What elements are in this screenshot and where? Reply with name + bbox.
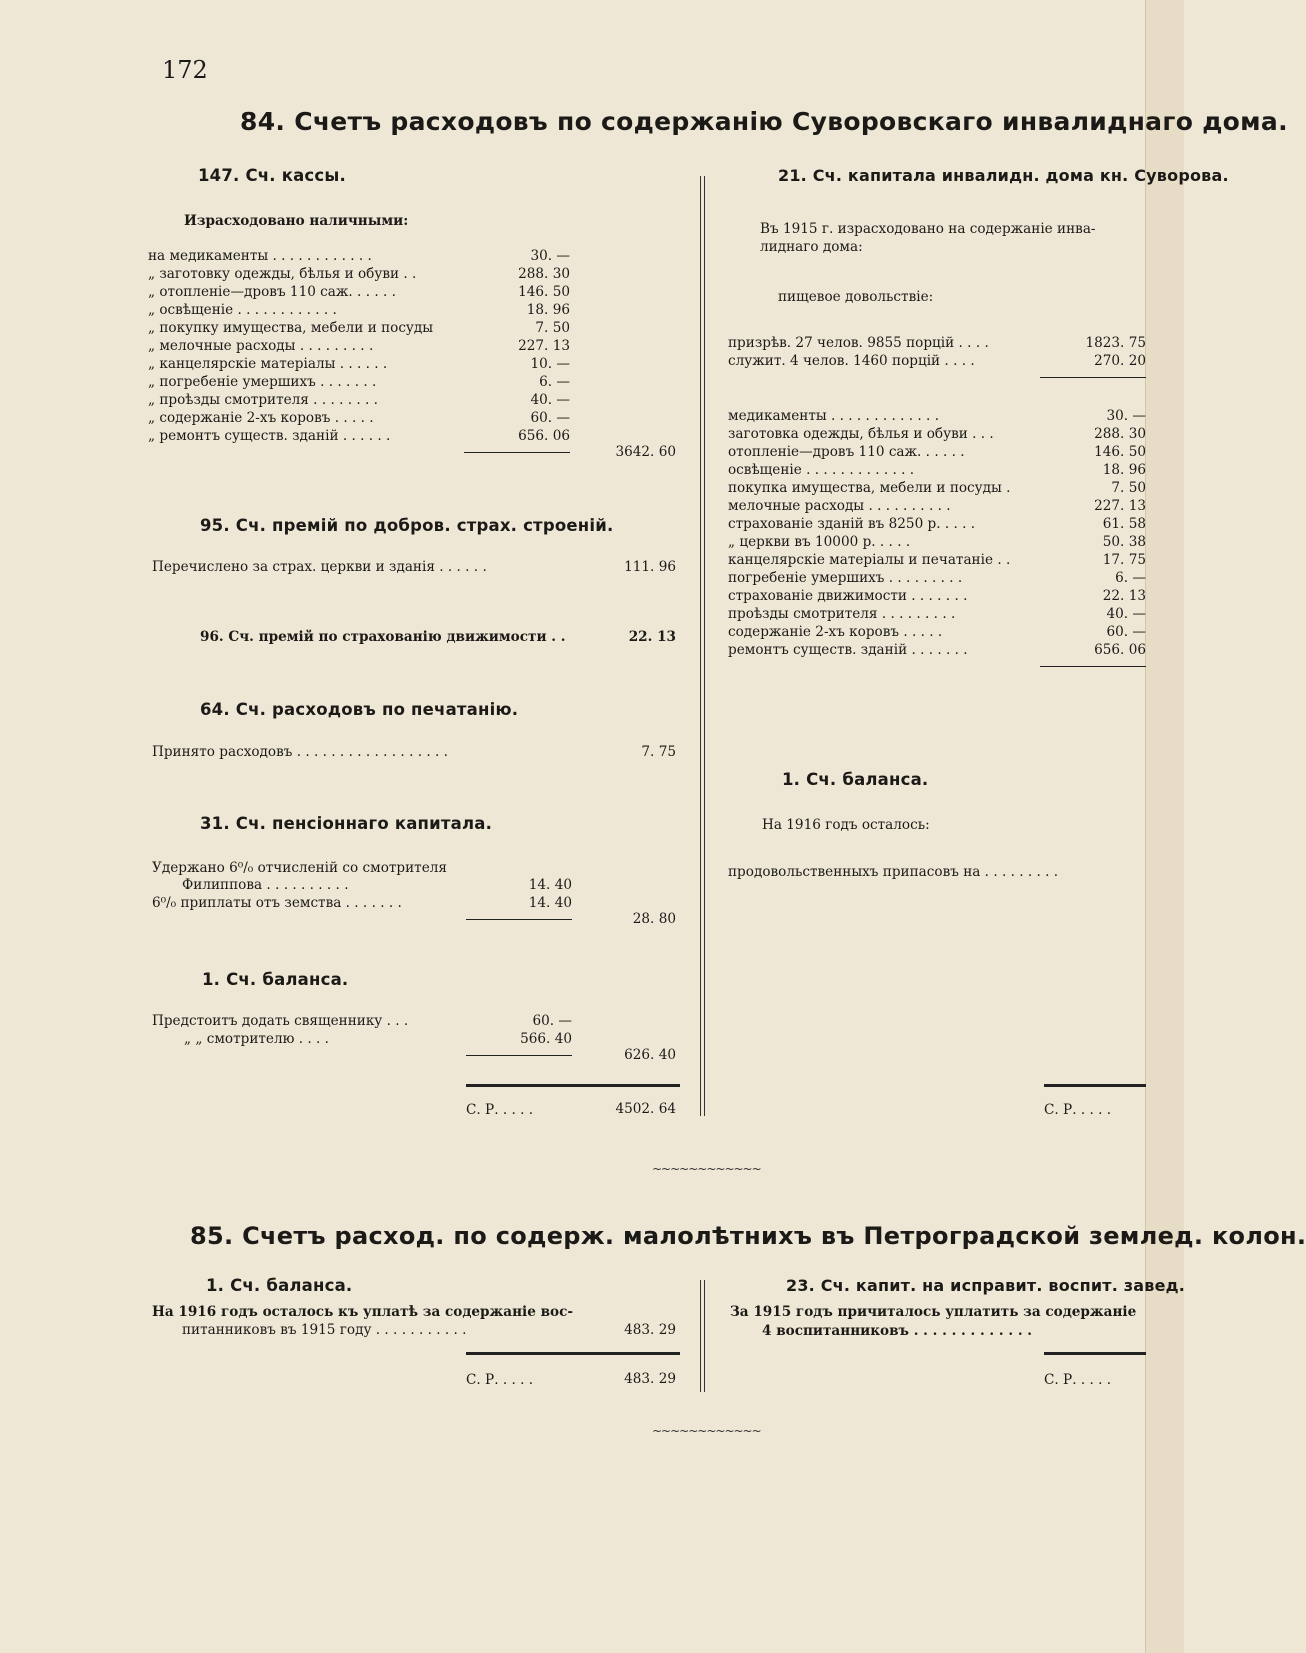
acc21-row: погребеніе умершихъ . . . . . . . . . 6. — [728,570,1146,586]
column-divider [700,176,701,1116]
acc21-row: ремонтъ существ. зданій . . . . . . . 656. 06 [728,642,1146,658]
acc21-row: „ церкви въ 10000 р. . . . . 50. 38 [728,534,1146,550]
acc21-row: проѣзды смотрителя . . . . . . . . . 40. — [728,606,1146,622]
acc1-right-heading: 1. Сч. баланса. [782,770,929,789]
acc147-row: „ отопленіе—дровъ 110 саж. . . . . . 146. 50 [148,284,570,300]
acc21-subheading: пищевое довольствіе: [778,289,934,305]
page-edge [1145,0,1184,1653]
sr-amount-left: 4502. 64 [615,1101,676,1117]
acc147-row: „ канцелярскіе матеріалы . . . . . . 10. — [148,356,570,372]
s85-right-line2: 4 воспитанниковъ . . . . . . . . . . . . . [762,1323,1033,1339]
acc64-heading: 64. Сч. расходовъ по печатанію. [200,700,519,719]
acc21-row: покупка имущества, мебели и посуды . 7. 50 [728,480,1146,496]
acc96-row: 96. Сч. премій по страхованію движимости . . 22. 13 [200,629,676,645]
total-rule [466,1084,680,1087]
acc147-row: „ погребеніе умершихъ . . . . . . . 6. — [148,374,570,390]
subtotal-rule [1040,666,1146,667]
acc21-row: отопленіе—дровъ 110 саж. . . . . . 146. 50 [728,444,1146,460]
acc31-row: 6⁰/₀ приплаты отъ земства . . . . . . . 14. 40 [152,895,572,911]
s85-left-row: питанниковъ въ 1915 году . . . . . . . . . . . 483. 29 [182,1322,676,1338]
acc31-line1: Удержано 6⁰/₀ отчисленій со смотрителя [152,860,447,876]
acc64-row: Принято расходовъ . . . . . . . . . . . . . . . . . . 7. 75 [152,744,676,760]
s85-right-heading: 23. Сч. капит. на исправит. воспит. завед. [786,1276,1186,1295]
acc95-heading: 95. Сч. премій по добров. страх. строеній. [200,516,614,535]
acc1-total: 626. 40 [624,1047,676,1063]
sr-label-left: С. Р. . . . . [466,1102,534,1118]
acc31-heading: 31. Сч. пенсіоннаго капитала. [200,814,493,833]
acc1-heading: 1. Сч. баланса. [202,970,349,989]
ornament-divider: ~~~~~~~~~~~~ [652,1424,761,1438]
subtotal-rule [464,452,570,453]
ornament-divider: ~~~~~~~~~~~~ [652,1162,761,1176]
acc147-row: на медикаменты . . . . . . . . . . . . 30. — [148,248,570,264]
acc21-food-row: служит. 4 челов. 1460 порцій . . . . 270. 20 [728,353,1146,369]
s85-sr-label-right: С. Р. . . . . [1044,1372,1112,1388]
column-divider [704,1280,705,1392]
s85-left-line1: На 1916 годъ осталось къ уплатѣ за содержаніе вос- [152,1304,574,1320]
acc147-row: „ мелочные расходы . . . . . . . . . 227. 13 [148,338,570,354]
acc31-total: 28. 80 [632,911,676,927]
total-rule [1044,1352,1146,1355]
section-84-title: 84. Счетъ расходовъ по содержанію Суворовскаго инвалиднаго дома. [240,107,1288,136]
acc21-food-row: призрѣв. 27 челов. 9855 порцій . . . . 1823. 75 [728,335,1146,351]
acc21-row: освѣщеніе . . . . . . . . . . . . . 18. 96 [728,462,1146,478]
acc21-row: страхованіе зданій въ 8250 р. . . . . 61. 58 [728,516,1146,532]
acc147-row: „ заготовку одежды, бѣлья и обуви . . 288. 30 [148,266,570,282]
acc21-row: заготовка одежды, бѣлья и обуви . . . 288. 30 [728,426,1146,442]
acc147-row: „ проѣзды смотрителя . . . . . . . . 40. — [148,392,570,408]
subtotal-rule [1040,377,1146,378]
subtotal-rule [466,919,572,920]
total-rule [1044,1084,1146,1087]
acc1-row: Предстоитъ додать священнику . . . 60. — [152,1013,572,1029]
acc147-row: „ содержаніе 2-хъ коровъ . . . . . 60. — [148,410,570,426]
acc147-heading: 147. Сч. кассы. [198,166,346,185]
acc147-row: „ освѣщеніе . . . . . . . . . . . . 18. 96 [148,302,570,318]
s85-left-heading: 1. Сч. баланса. [206,1276,353,1295]
acc21-row: содержаніе 2-хъ коровъ . . . . . 60. — [728,624,1146,640]
acc21-row: страхованіе движимости . . . . . . . 22. 13 [728,588,1146,604]
page-number: 172 [162,56,208,84]
total-rule [466,1352,680,1355]
column-divider [700,1280,701,1392]
subtotal-rule [466,1055,572,1056]
section-85-title: 85. Счетъ расход. по содерж. малолѣтнихъ въ Петроградской землед. колон. [190,1222,1306,1250]
acc21-heading: 21. Сч. капитала инвалидн. дома кн. Суворова. [778,166,1229,185]
s85-right-line1: За 1915 годъ причиталось уплатить за содержаніе [730,1304,1137,1320]
acc147-intro: Израсходовано наличными: [184,213,409,229]
acc1-right-intro: На 1916 годъ осталось: [762,817,930,833]
acc95-row: Перечислено за страх. церкви и зданія . . . . . . 111. 96 [152,559,676,575]
acc21-intro1: Въ 1915 г. израсходовано на содержаніе инва- [760,221,1096,237]
acc1-right-row: продовольственныхъ припасовъ на . . . . . . . . . [728,864,1059,880]
s85-sr-label-left: С. Р. . . . . [466,1372,534,1388]
acc21-row: канцелярскіе матеріалы и печатаніе . . 17. 75 [728,552,1146,568]
acc147-row: „ покупку имущества, мебели и посуды 7. 50 [148,320,570,336]
acc21-row: медикаменты . . . . . . . . . . . . . 30. — [728,408,1146,424]
acc147-total: 3642. 60 [615,444,676,460]
acc147-row: „ ремонтъ существ. зданій . . . . . . 656. 06 [148,428,570,444]
acc21-intro2: лиднаго дома: [760,239,863,255]
acc1-row: „ „ смотрителю . . . . 566. 40 [184,1031,572,1047]
sr-label-right: С. Р. . . . . [1044,1102,1112,1118]
column-divider [704,176,705,1116]
acc21-row: мелочные расходы . . . . . . . . . . 227. 13 [728,498,1146,514]
acc31-row: Филиппова . . . . . . . . . . 14. 40 [182,877,572,893]
s85-sr-amount-left: 483. 29 [624,1371,676,1387]
